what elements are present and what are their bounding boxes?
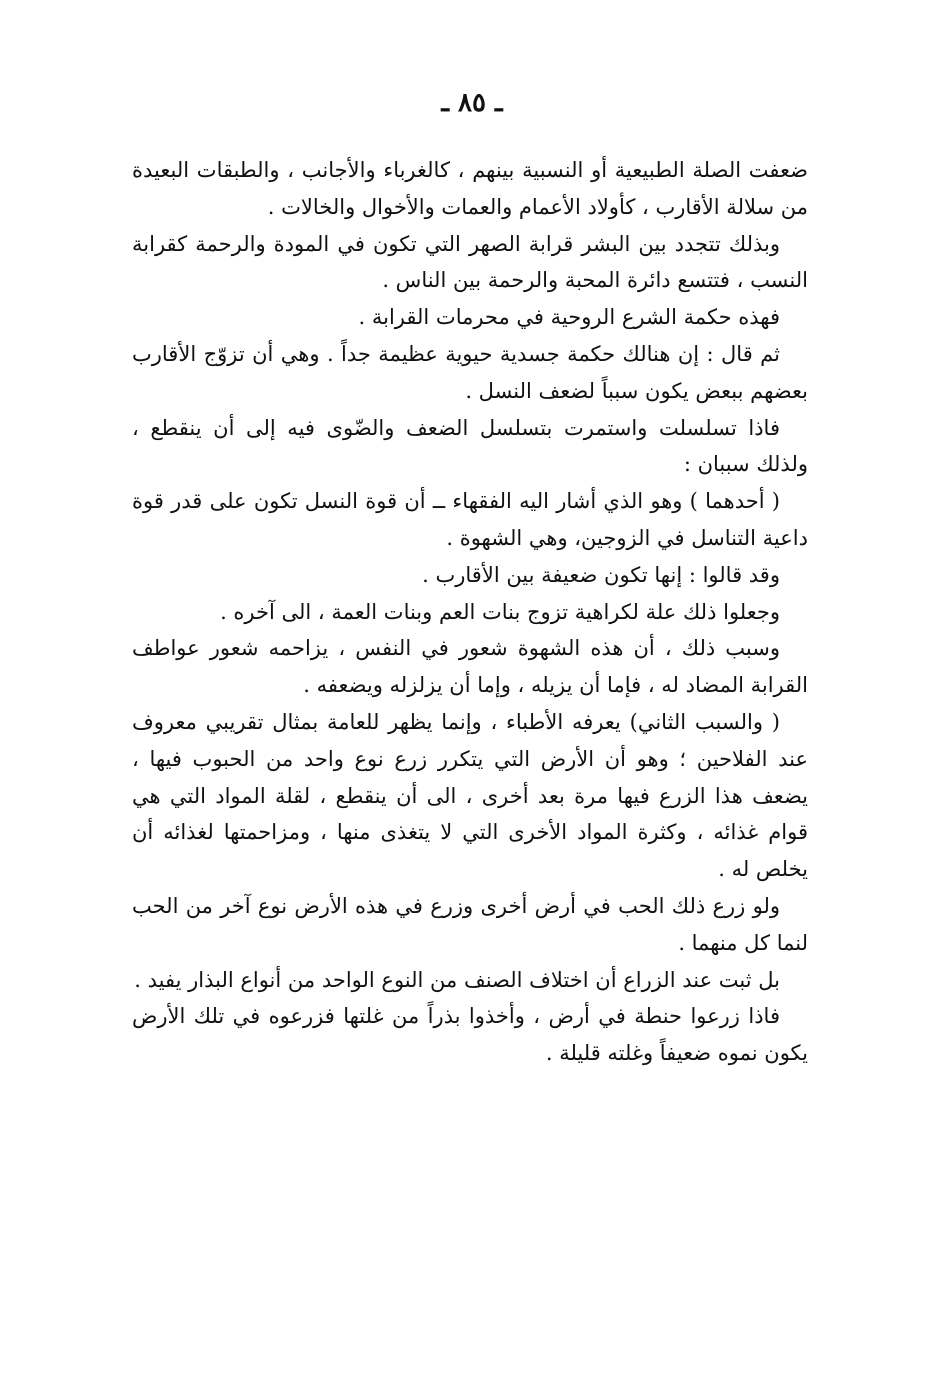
paragraph: وبذلك تتجدد بين البشر قرابة الصهر التي تكون في المودة والرحمة كقرابة النسب ، فتتسع دائرة المحبة والرحمة بين الناس . — [132, 231, 808, 293]
body-text — [132, 152, 808, 1072]
page-number: ـ ٨٥ ـ — [441, 88, 503, 118]
paragraph: وسبب ذلك ، أن هذه الشهوة شعور في النفس ، يزاحمه شعور عواطف القرابة المضاد له ، فإما أن يزيله ، وإما أن يزلزله ويضعفه . — [132, 636, 808, 698]
paragraph: ثم قال : إن هنالك حكمة جسدية حيوية عظيمة جداً . وهي أن تزوّج الأقارب بعضهم ببعض يكون سبباً لضعف النسل . — [132, 341, 808, 403]
paragraph: ( والسبب الثاني) يعرفه الأطباء ، وإنما يظهر للعامة بمثال تقريبي معروف عند الفلاحين ؛ وهو أن الأرض التي يتكرر زرع نوع واحد من الحبوب فيها ، يضعف هذا الزرع فيها مرة بعد أخرى ، الى أن ينقطع ، لقلة المواد التي هي قوام غذائه ، وكثرة المواد الأخرى التي لا يتغذى منها ، ومزاحمتها لغذائه أن يخلص له . — [132, 709, 808, 882]
paragraph: وقد قالوا : إنها تكون ضعيفة بين الأقارب . — [422, 562, 780, 587]
paragraph: ضعفت الصلة الطبيعية أو النسبية بينهم ، كالغرباء والأجانب ، والطبقات البعيدة من سلالة الأقارب ، كأولاد الأعمام والعمات والأخوال والخالات . — [132, 158, 808, 219]
paragraph: فاذا تسلسلت واستمرت بتسلسل الضعف والضّوى فيه إلى أن ينقطع ، ولذلك سببان : — [132, 415, 808, 477]
paragraph: فاذا زرعوا حنطة في أرض ، وأخذوا بذراً من غلتها فزرعوه في تلك الأرض يكون نموه ضعيفاً وغلته قليلة . — [132, 1004, 808, 1066]
paragraph: فهذه حكمة الشرع الروحية في محرمات القرابة . — [358, 305, 780, 330]
paragraph: ولو زرع ذلك الحب في أرض أخرى وزرع في هذه الأرض نوع آخر من الحب لنما كل منهما . — [132, 893, 808, 955]
paragraph: وجعلوا ذلك علة لكراهية تزوج بنات العم وبنات العمة ، الى آخره . — [220, 599, 780, 624]
paragraph: بل ثبت عند الزراع أن اختلاف الصنف من النوع الواحد من أنواع البذار يفيد . — [134, 967, 780, 992]
paragraph: ( أحدهما ) وهو الذي أشار اليه الفقهاء ــ أن قوة النسل تكون على قدر قوة داعية التناسل في الزوجين، وهي الشهوة . — [132, 489, 808, 550]
